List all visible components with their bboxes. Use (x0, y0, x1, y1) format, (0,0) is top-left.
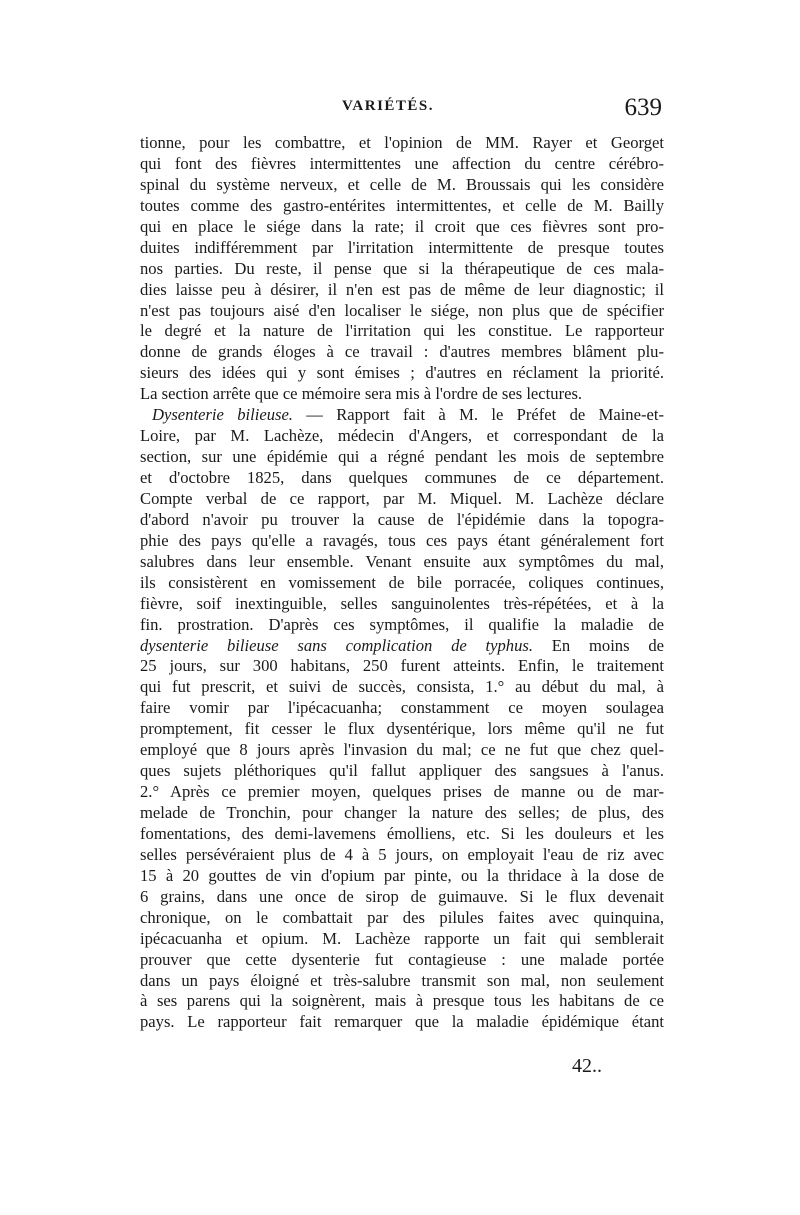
signature-mark: 42.. (572, 1055, 602, 1077)
text-line: ques sujets pléthoriques qu'il fallut appliquer des sangsues à l'anus. (140, 761, 664, 781)
diagnosis-italic: dysenterie bilieuse sans complication de typhus. (140, 635, 533, 655)
text-line: prouver que cette dysenterie fut contagieuse : une malade portée (140, 949, 664, 969)
text-line: chronique, on le combattait par des pilules faites avec quinquina, (140, 907, 664, 927)
text-line: fin. prostration. D'après ces symptômes, il qualifie la maladie de (140, 614, 664, 634)
text-line: La section arrête que ce mémoire sera mis à l'ordre de ses lectures. (140, 384, 583, 404)
text-line: Loire, par M. Lachèze, médecin d'Angers, et correspondant de la (140, 426, 664, 446)
text-line: donne de grands éloges à ce travail : d'autres membres blâment plu- (140, 342, 664, 362)
text-line: phie des pays qu'elle a ravagés, tous ces pays étant généralement fort (140, 530, 664, 550)
text-line: qui fut prescrit, et suivi de succès, consista, 1.° au début du mal, à (140, 677, 664, 697)
text-line: selles persévéraient plus de 4 à 5 jours, on employait l'eau de riz avec (140, 844, 664, 864)
text-line: section, sur une épidémie qui a régné pendant les mois de septembre (140, 447, 664, 467)
text-line: 15 à 20 gouttes de vin d'opium par pinte, ou la thridace à la dose de (140, 865, 664, 885)
text-line: le degré et la nature de l'irritation qui les constitue. Le rapporteur (140, 321, 664, 341)
text-line: spinal du système nerveux, et celle de M. Broussais qui les considère (140, 174, 664, 194)
text-line: 2.° Après ce premier moyen, quelques prises de manne ou de mar- (140, 782, 664, 802)
text-line: et d'octobre 1825, dans quelques communes de ce département. (140, 468, 664, 487)
page-header (142, 94, 662, 138)
text-line: qui font des fièvres intermittentes une affection du centre cérébro- (140, 153, 664, 173)
text-line: tionne, pour les combattre, et l'opinion de MM. Rayer et Georget (140, 133, 664, 152)
text-line: dies laisse peu à désirer, il n'en est pas de même de leur diagnostic; il (140, 279, 664, 299)
text-line: ipécacuanha et opium. M. Lachèze rapporte un fait qui semblerait (140, 928, 664, 948)
text-line: sieurs des idées qui y sont émises ; d'autres en réclament la priorité. (140, 363, 664, 383)
text-line: toutes comme des gastro-entérites intermittentes, et celle de M. Bailly (140, 195, 664, 215)
section-title-rest: — Rapport fait à M. le Préfet de Maine-et- (292, 405, 664, 425)
text-line: 6 grains, dans une once de sirop de guimauve. Si le flux devenait (140, 886, 664, 906)
text-line: melade de Tronchin, pour changer la nature des selles; de plus, des (140, 803, 664, 822)
text-line: 25 jours, sur 300 habitans, 250 furent atteints. Enfin, le traitement (140, 656, 664, 676)
section-title: Dysenterie bilieuse. (152, 405, 293, 425)
text-line: salubres dans leur ensemble. Venant ensuite aux symptômes du mal, (140, 551, 664, 571)
text-line: pays. Le rapporteur fait remarquer que la maladie épidémique étant (140, 1012, 664, 1032)
italic-diagnosis-line (140, 636, 664, 657)
page-number: 639 (624, 94, 662, 121)
text-line: employé que 8 jours après l'invasion du mal; ce ne fut que chez quel- (140, 740, 664, 760)
text-line: duites indifféremment par l'irritation intermittente de presque toutes (140, 237, 664, 257)
section-heading-line (140, 405, 664, 426)
text-line: ils consistèrent en vomissement de bile porracée, coliques continues, (140, 572, 664, 592)
body-text (140, 133, 664, 1033)
text-line: fomentations, des demi-lavemens émolliens, etc. Si les douleurs et les (140, 823, 664, 843)
text-line: dans un pays éloigné et très-salubre transmit son mal, non seulement (140, 970, 664, 990)
text-line: à ses parens qui la soignèrent, mais à presque tous les habitans de ce (140, 991, 664, 1011)
text-line: d'abord n'avoir pu trouver la cause de l'épidémie dans la topogra- (140, 509, 664, 529)
text-line: faire vomir par l'ipécacuanha; constamment ce moyen soulagea (140, 698, 664, 718)
text-line: fièvre, soif inextinguible, selles sanguinolentes très-répétées, et à la (140, 593, 664, 613)
text-line: promptement, fit cesser le flux dysentérique, lors même qu'il ne fut (140, 719, 664, 739)
text-line: Compte verbal de ce rapport, par M. Miquel. M. Lachèze déclare (140, 488, 664, 508)
running-head: VARIÉTÉS. (342, 98, 435, 114)
text-line: nos parties. Du reste, il pense que si la thérapeutique de ces mala- (140, 258, 664, 278)
text-line: n'est pas toujours aisé d'en localiser le siége, non plus que de spécifier (140, 300, 664, 320)
text-line: qui en place le siége dans la rate; il croit que ces fièvres sont pro- (140, 216, 664, 236)
diagnosis-rest: En moins de (533, 635, 664, 655)
